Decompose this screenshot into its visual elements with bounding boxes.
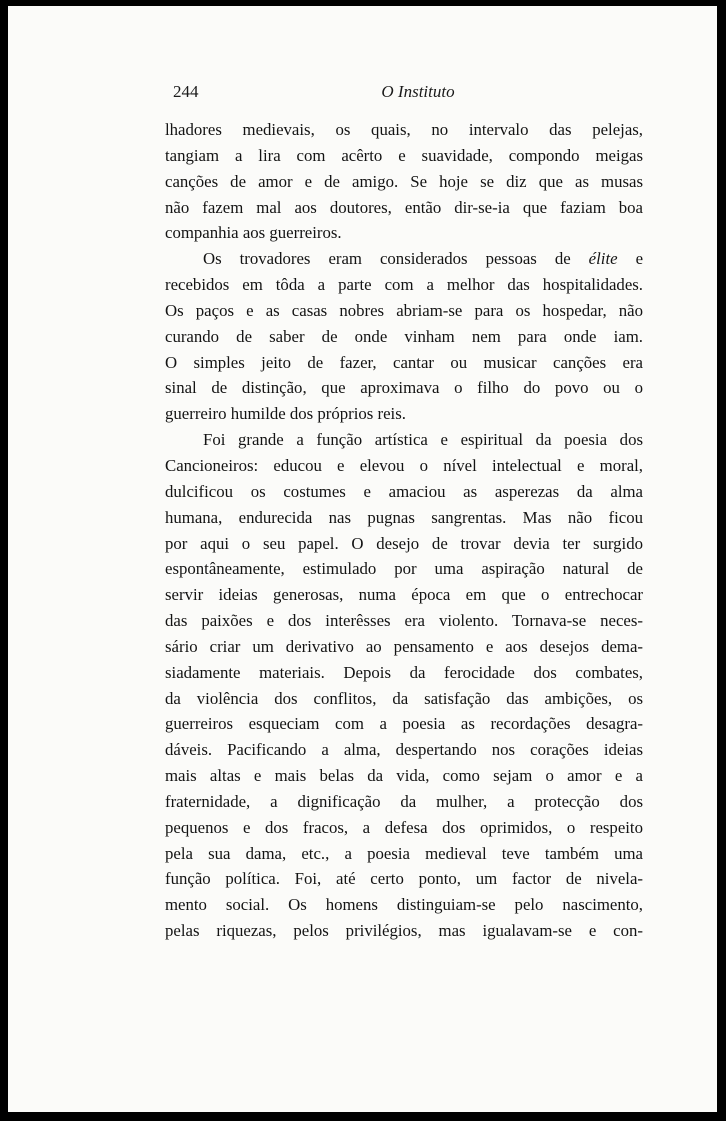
- text-segment: Os trovadores eram considerados pessoas de: [203, 249, 571, 269]
- running-head: [173, 82, 651, 106]
- text-line: dáveis. Pacificando a alma, despertando nos corações ideias: [165, 740, 643, 760]
- text-line: curando de saber de onde vinham nem para onde iam.: [165, 326, 643, 346]
- page-number: 244: [173, 82, 199, 101]
- text-line: Foi grande a função artística e espiritual da poesia dos: [203, 430, 643, 450]
- text-line: companhia aos guerreiros.: [165, 223, 342, 243]
- text-line: guerreiros esqueciam com a poesia as recordações desagra-: [165, 714, 643, 734]
- text-line: guerreiro humilde dos próprios reis.: [165, 404, 406, 424]
- text-line: [165, 246, 643, 272]
- text-line: das paixões e dos interêsses era violento. Tornava-se neces-: [165, 611, 643, 631]
- text-line: sinal de distinção, que aproximava o filho do povo ou o: [165, 378, 643, 398]
- text-line: lhadores medievais, os quais, no intervalo das pelejas,: [165, 120, 643, 139]
- text-line: siadamente materiais. Depois da ferocidade dos combates,: [165, 662, 643, 682]
- text-line: canções de amor e de amigo. Se hoje se diz que as musas: [165, 171, 643, 191]
- text-line: mais altas e mais belas da vida, como sejam o amor e a: [165, 766, 643, 786]
- text-line: tangiam a lira com acêrto e suavidade, compondo meigas: [165, 145, 643, 165]
- text-segment: e: [635, 249, 644, 269]
- body-text: [165, 117, 643, 944]
- text-line: por aqui o seu papel. O desejo de trovar devia ter surgido: [165, 533, 643, 553]
- text-line: da violência dos conflitos, da satisfação das ambições, os: [165, 688, 643, 708]
- text-line: pela sua dama, etc., a poesia medieval teve também uma: [165, 843, 643, 863]
- text-line: Os paços e as casas nobres abriam-se para os hospedar, não: [165, 300, 643, 320]
- text-line: sário criar um derivativo ao pensamento e aos desejos dema-: [165, 636, 643, 656]
- text-line: dulcificou os costumes e amaciou as asperezas da alma: [165, 481, 643, 501]
- text-line: fraternidade, a dignificação da mulher, a protecção dos: [165, 791, 643, 811]
- text-line: Cancioneiros: educou e elevou o nível intelectual e moral,: [165, 455, 643, 475]
- text-line: pelas riquezas, pelos privilégios, mas igualavam-se e con-: [165, 921, 643, 941]
- text-line: pequenos e dos fracos, a defesa dos oprimidos, o respeito: [165, 817, 643, 837]
- book-title: O Instituto: [381, 82, 455, 101]
- emphasized-word: élite: [588, 249, 618, 269]
- text-line: espontâneamente, estimulado por uma aspiração natural de: [165, 559, 643, 579]
- text-line: não fazem mal aos doutores, então dir-se-ia que faziam boa: [165, 197, 643, 217]
- text-line: recebidos em tôda a parte com a melhor das hospitalidades.: [165, 275, 643, 295]
- text-line: função política. Foi, até certo ponto, um factor de nivela-: [165, 869, 643, 889]
- text-line: mento social. Os homens distinguiam-se pelo nascimento,: [165, 895, 643, 915]
- text-line: servir ideias generosas, numa época em que o entrechocar: [165, 585, 643, 605]
- text-line: humana, endurecida nas pugnas sangrentas. Mas não ficou: [165, 507, 643, 527]
- text-line: O simples jeito de fazer, cantar ou musicar canções era: [165, 352, 643, 372]
